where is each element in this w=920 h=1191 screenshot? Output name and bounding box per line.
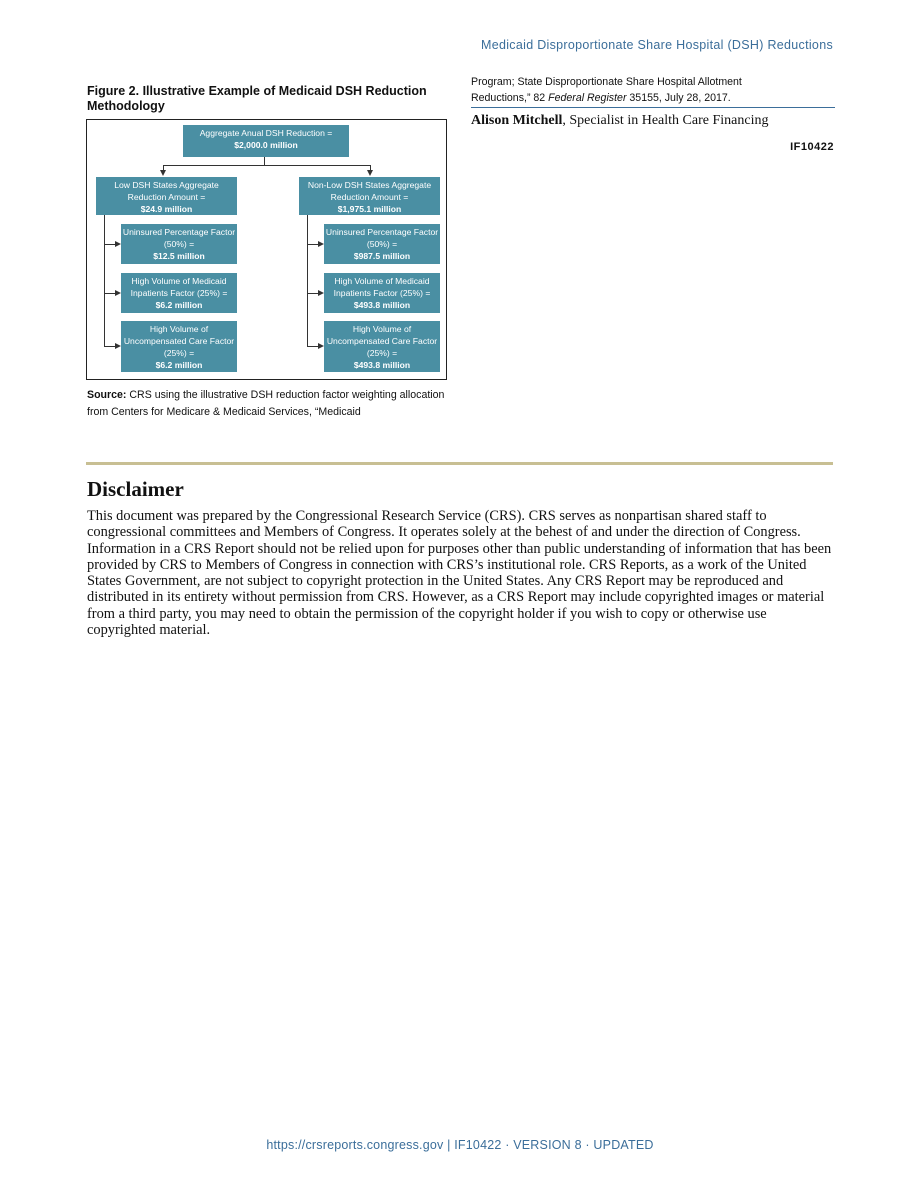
figure-diagram [86, 119, 447, 380]
author-line [471, 113, 833, 129]
reference-line [471, 90, 833, 106]
left-uncompensated-care-factor-box [121, 321, 237, 372]
box-label: High Volume of Uncompensated Care Factor (25%) = [326, 324, 438, 358]
right-uncompensated-care-factor-box [324, 321, 440, 372]
figure-source-note [87, 387, 449, 421]
running-header: Medicaid Disproportionate Share Hospital (DSH) Reductions [481, 38, 833, 52]
box-label: High Volume of Medicaid Inpatients Factor (25%) = [333, 276, 431, 298]
low-dsh-states-box [96, 177, 237, 215]
box-amount: $6.2 million [155, 360, 203, 370]
box-label: Aggregate Anual DSH Reduction = [199, 128, 333, 138]
disclaimer-heading: Disclaimer [87, 477, 184, 501]
report-number: IF10422 [790, 141, 834, 153]
arrow-down-icon [367, 170, 373, 176]
author-role: , Specialist in Health Care Financing [562, 113, 769, 128]
connector-line [163, 165, 370, 166]
box-label: Uninsured Percentage Factor (50%) = [325, 227, 439, 249]
box-label: High Volume of Medicaid Inpatients Factor (25%) = [130, 276, 228, 298]
disclaimer-body: This document was prepared by the Congressional Research Service (CRS). CRS serves as nonpartisan shared staff to congressional committees and Members of Congress. It operates solely at the behest of and under the direction of Congress. Information in a CRS Report should not be relied upon for purposes other than public understanding of information that has been provided by CRS to Members of Congress in connection with CRS’s institutional role. CRS Reports, as a work of the United States Government, are not subject to copyright protection in the United States. Any CRS Report may be reproduced and distributed in its entirety without permission from CRS. However, as a CRS Report may include copyrighted images or material from a third party, you may need to obtain the permission of the copyright holder if you wish to copy or otherwise use copyrighted material. [87, 508, 832, 639]
non-low-dsh-states-box [299, 177, 440, 215]
box-label: Low DSH States Aggregate Reduction Amount = [114, 180, 219, 202]
left-uninsured-factor-box [121, 224, 237, 264]
aggregate-reduction-box [183, 125, 349, 157]
source-text: CRS using the illustrative DSH reduction factor weighting allocation from Centers for Medicare & Medicaid Services, “Medicaid [87, 389, 445, 418]
connector-line [104, 215, 105, 346]
source-label: Source: [87, 389, 127, 401]
reference-journal: Federal Register [548, 92, 627, 104]
connector-line [307, 215, 308, 346]
arrow-down-icon [160, 170, 166, 176]
reference-line: Program; State Disproportionate Share Hospital Allotment [471, 76, 742, 88]
divider [86, 462, 833, 465]
reference-citation [471, 74, 833, 106]
box-label: Uninsured Percentage Factor (50%) = [122, 227, 236, 249]
left-medicaid-inpatients-factor-box [121, 273, 237, 313]
figure-title: Figure 2. Illustrative Example of Medicaid DSH Reduction Methodology [87, 84, 427, 113]
box-amount: $24.9 million [140, 204, 193, 214]
box-amount: $493.8 million [353, 360, 411, 370]
right-uninsured-factor-box [324, 224, 440, 264]
reference-text: 35155, July 28, 2017. [626, 92, 731, 104]
connector-line [264, 157, 265, 165]
box-amount: $2,000.0 million [234, 140, 298, 150]
box-amount: $987.5 million [353, 251, 411, 261]
box-amount: $493.8 million [353, 300, 411, 310]
reference-text: Reductions,” 82 [471, 92, 549, 104]
divider [471, 107, 835, 108]
box-label: Non-Low DSH States Aggregate Reduction Amount = [307, 180, 432, 202]
page-footer: https://crsreports.congress.gov | IF10422 · VERSION 8 · UPDATED [266, 1138, 654, 1152]
right-medicaid-inpatients-factor-box [324, 273, 440, 313]
box-label: High Volume of Uncompensated Care Factor (25%) = [123, 324, 235, 358]
box-amount: $12.5 million [153, 251, 205, 261]
author-name: Alison Mitchell [471, 113, 563, 128]
box-amount: $6.2 million [155, 300, 203, 310]
box-amount: $1,975.1 million [337, 204, 402, 214]
